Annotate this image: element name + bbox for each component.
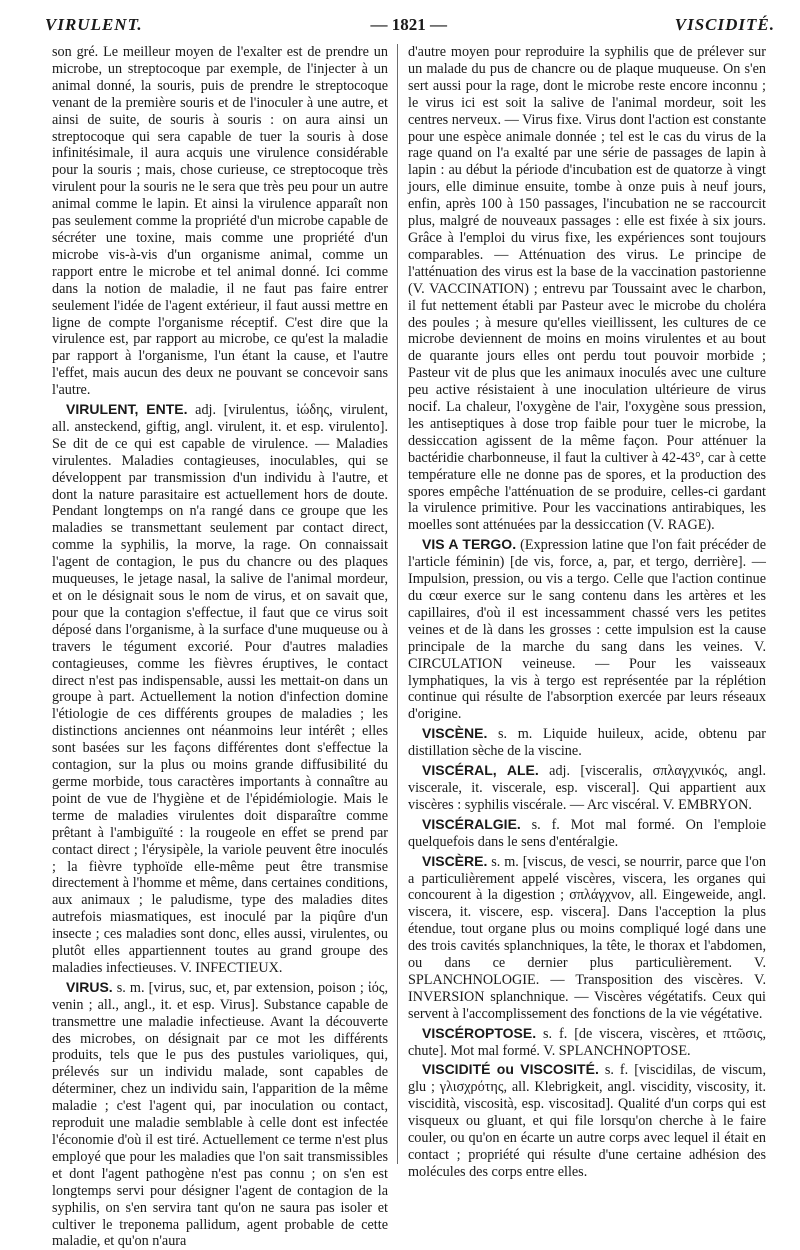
dictionary-entry xyxy=(408,536,766,723)
entry-body: s. f. Mot mal formé. On l'emploie quelquefois dans le sens d'entéralgie. xyxy=(408,816,766,850)
page-header xyxy=(45,8,775,42)
dictionary-entry xyxy=(408,1061,766,1180)
page-number: — 1821 — xyxy=(370,15,447,34)
entry-body: adj. [virulentus, ἰώδης, virulent, all. ansteckend, giftig, angl. virulent, it. et esp. virulento]. Se dit de ce qui est capable de virulence. — Maladies virulentes. Maladies contagieuses, inoculables, qui se développent par transmission d'un individu à l'autre, et dont la nature parasitaire est actuellement hors de doute. Pendant longtemps on n'a rangé dans ce groupe que les maladies se transmettant seulement par contact direct, comme la syphilis, la morve, la rage. On connaissait l'agent de contagion, le pus du chancre ou des plaques muqueuses, le jetage nasal, la salive de l'animal mordeur, et on le désignait sous le nom de virus, et on savait que, pour que la contagion s'effectue, il faut que ce virus soit déposé dans l'organisme, à la surface d'une muqueuse ou à travers le tégument excorié. Pour d'autres maladies contagieuses, comme les fièvres éruptives, le contact direct n'est pas indispensable, aussi les mettait-on dans un groupe à part. Actuellement la notion d'infection domine l'étiologie de ces différents groupes de maladies ; les distinctions anciennes ont néanmoins leur intérêt ; elles sont basées sur les façons différentes dont s'effectue la contagion, sur la plus ou moins grande diffusibilité du germe morbide, tous caractères importants à connaître au point de vue de l'hygiène et de l'épidémiologie. Mais le terme de maladies virulentes doit disparaître comme prêtant à l'ambiguïté : la rougeole en effet se prend par contact direct ; l'érysipèle, la variole peuvent être inoculés ; la fièvre typhoïde elle-même peut être transmise directement à l'homme et même, dans certaines conditions, aux animaux ; le paludisme, type des maladies dites autrefois miasmatiques, est inoculé par la piqûre d'un insecte ; ces maladies sont donc, elles aussi, virulentes, ou plutôt elles appartiennent toutes au grand groupe des maladies infectieuses. V. INFECTIEUX. xyxy=(52,402,388,976)
entry-body: s. f. [viscidilas, de viscum, glu ; γλισχρότης, all. Klebrigkeit, angl. viscidity, viscosity, it. viscidità, viscosità, esp. viscositad]. Qualité d'un corps qui est visqueux ou gluant, et qui file lorsqu'on cherche à le faire couler, ou qu'on en écarte un autre corps avec lequel il était en contact ; propriété qui résulte d'une certaine adhésion des molécules des corps entre elles. xyxy=(408,1062,766,1180)
dictionary-entry xyxy=(408,853,766,1023)
entry-headword: VIRUS. xyxy=(66,978,113,995)
paragraph-continued: son gré. Le meilleur moyen de l'exalter est de prendre un microbe, un streptocoque par exemple, de l'injecter à un animal donné, la souris, puis de prendre le streptocoque venant de la première souris et de l'inoculer à une autre, et ainsi de suite, de souris à souris : on aura ainsi un streptocoque qui sera capable de tuer la souris à dose infinitésimale, il aura acquis une virulence considérable pour la souris ; mais, chose curieuse, ce streptocoque très virulent pour la souris ne le sera que très peu pour un autre animal comme le lapin. Et ainsi la virulence apparaît non pas seulement comme la propriété d'un microbe capable de sécréter une toxine, mais comme une propriété d'un microbe vis-à-vis d'un organisme animal, comme un rapport entre le microbe et tel animal donné. Ici comme dans la notion de maladie, il ne faut pas faire entrer seulement l'idée de l'agent extérieur, il faut aussi mettre en ligne de compte l'organisme réceptif. C'est dire que la virulence est, par rapport au microbe, ce qu'est la maladie par rapport à l'organisme, l'un étant la cause, et l'autre l'effet, mais aucun des deux ne pouvant se concevoir sans l'autre. xyxy=(52,44,388,399)
dictionary-entry xyxy=(408,762,766,814)
running-head-left: VIRULENT. xyxy=(45,15,143,34)
entry-body: (Expression latine que l'on fait précéder de l'article féminin) [de vis, force, a, par, et tergo, derrière]. — Impulsion, pression, ou vis a tergo. Celle que l'action continue du cœur exerce sur le sang contenu dans les artères et les capillaires, d'où il est incessamment chassé vers les petites veines et de là dans les grosses : cette impulsion est la cause principale de la marche du sang dans les veines. V. CIRCULATION veineuse. — Pour les vaisseaux lymphatiques, la vis à tergo est représentée par la réplétion continue qui résulte de l'absorption exercée par leurs réseaux d'origine. xyxy=(408,537,766,723)
entry-headword: VISCÈNE. xyxy=(422,725,488,742)
entry-body: s. f. [de viscera, viscères, et πτῶσις, chute]. Mot mal formé. V. SPLANCHNOPTOSE. xyxy=(408,1025,766,1059)
entry-headword: VISCÈRE. xyxy=(422,852,488,869)
left-column xyxy=(52,44,388,1250)
running-head-right: VISCIDITÉ. xyxy=(674,15,775,34)
entry-headword: VIRULENT, ENTE. xyxy=(66,401,188,418)
entry-headword: VISCÉRAL, ALE. xyxy=(422,762,539,779)
entry-headword: VISCÉRALGIE. xyxy=(422,815,521,832)
dictionary-entry xyxy=(408,725,766,760)
entry-body: adj. [visceralis, σπλαγχνικός, angl. viscerale, it. viscerale, esp. visceral]. Qui appartient aux viscères : syphilis viscérale. — Arc viscéral. V. EMBRYON. xyxy=(408,763,766,813)
paragraph-continued: d'autre moyen pour reproduire la syphilis que de prélever sur un malade du pus de chancre ou de plaque muqueuse. On s'en sert aussi pour la rage, dont le microbe reste encore inconnu ; le virus ici est soit la salive de l'animal mordeur, soit les centres nerveux. — Virus fixe. Virus dont l'action est constante pour une espèce animale donnée ; tel est le cas du virus de la rage quand on l'a exalté par une série de passages de lapin à lapin : au début la période d'incubation est de quatorze à vingt jours, elle diminue ensuite, tombe à onze puis à neuf jours, enfin, après 100 à 150 passages, l'incubation ne se raccourcit plus, malgré de nouveaux passages : elle est fixée à six jours. Grâce à l'emploi du virus fixe, les expériences sont toujours comparables. — Atténuation des virus. Le principe de l'atténuation des virus est la base de la vaccination pastorienne (V. VACCINATION) ; entrevu par Toussaint avec le charbon, il fut nettement établi par Pasteur avec le microbe du choléra des poules ; à mesure qu'elles vieillissent, les cultures de ce microbe deviennent de moins en moins virulentes et au bout de quarante jours elles ont perdu tout pouvoir morbide ; Pasteur vit de plus que les animaux inoculés avec une culture peu active résistaient à une inoculation ultérieure de virus nocif. La chaleur, l'oxygène de l'air, l'oxygène sous pression, les antiseptiques à dose trop faible pour tuer le microbe, la dessiccation agissent de la même façon. Pour atténuer la bactéridie charbonneuse, il faut la cultiver à 42-43°, car à cette température elle ne donne pas de spores, et la production des spores empêche l'atténuation de se produire, celles-ci gardant la virulence primitive. Pour les vaccinations antirabiques, les moelles sont atténuées par la dessiccation (V. RAGE). xyxy=(408,44,766,534)
entry-headword: VIS A TERGO. xyxy=(422,536,517,553)
entry-headword: VISCIDITÉ ou VISCOSITÉ. xyxy=(422,1061,599,1078)
entry-body: s. m. [viscus, de vesci, se nourrir, parce que l'on a particulièrement appelé viscères, viscera, les organes qui concourent à la digestion ; σπλάγχνον, all. Eingeweide, angl. viscera, it. viscere, esp. viscera]. Dans l'acception la plus étendue, tout organe plus ou moins compliqué logé dans une des trois cavités splanchniques, la tête, le thorax et l'abdomen, ou dans ce dernier plus particulièrement. V. SPLANCHNOLOGIE. — Transposition des viscères. V. INVERSION splanchnique. — Viscères végétatifs. Ceux qui servent à l'accomplissement des fonctions de la vie végétative. xyxy=(408,853,766,1022)
column-divider xyxy=(397,44,398,1164)
entry-headword: VISCÉROPTOSE. xyxy=(422,1024,537,1041)
dictionary-entry xyxy=(408,816,766,851)
entry-body: s. m. Liquide huileux, acide, obtenu par distillation sèche de la viscine. xyxy=(408,726,766,760)
right-column xyxy=(408,44,766,1180)
dictionary-entry xyxy=(52,401,388,977)
dictionary-entry xyxy=(52,979,388,1250)
dictionary-entry xyxy=(408,1025,766,1060)
entry-body: s. m. [virus, suc, et, par extension, poison ; ἰός, venin ; all., angl., it. et esp. Virus]. Substance capable de transmettre une maladie infectieuse. Avant la découverte des microbes, on désignait par ce mot les différents produits, tels que le pus des pustules varioliques, qui, prélevés sur un individu malade, sont capables de déterminer, chez un individu sain, l'apparition de la même maladie ; c'est l'agent qui, par inoculation ou contact, reproduit une maladie semblable à celle dont est infectée l'économie d'où il est tiré. Actuellement ce terme n'est plus employé que pour les maladies que l'on sait transmissibles et dont l'agent pathogène n'est pas connu ; on s'en est longtemps servi pour désigner l'agent de contagion de la syphilis, on s'en servira tant qu'on ne saura pas isoler et cultiver le treponema pallidum, agent probable de cette maladie, et qu'on n'aura xyxy=(52,979,388,1250)
